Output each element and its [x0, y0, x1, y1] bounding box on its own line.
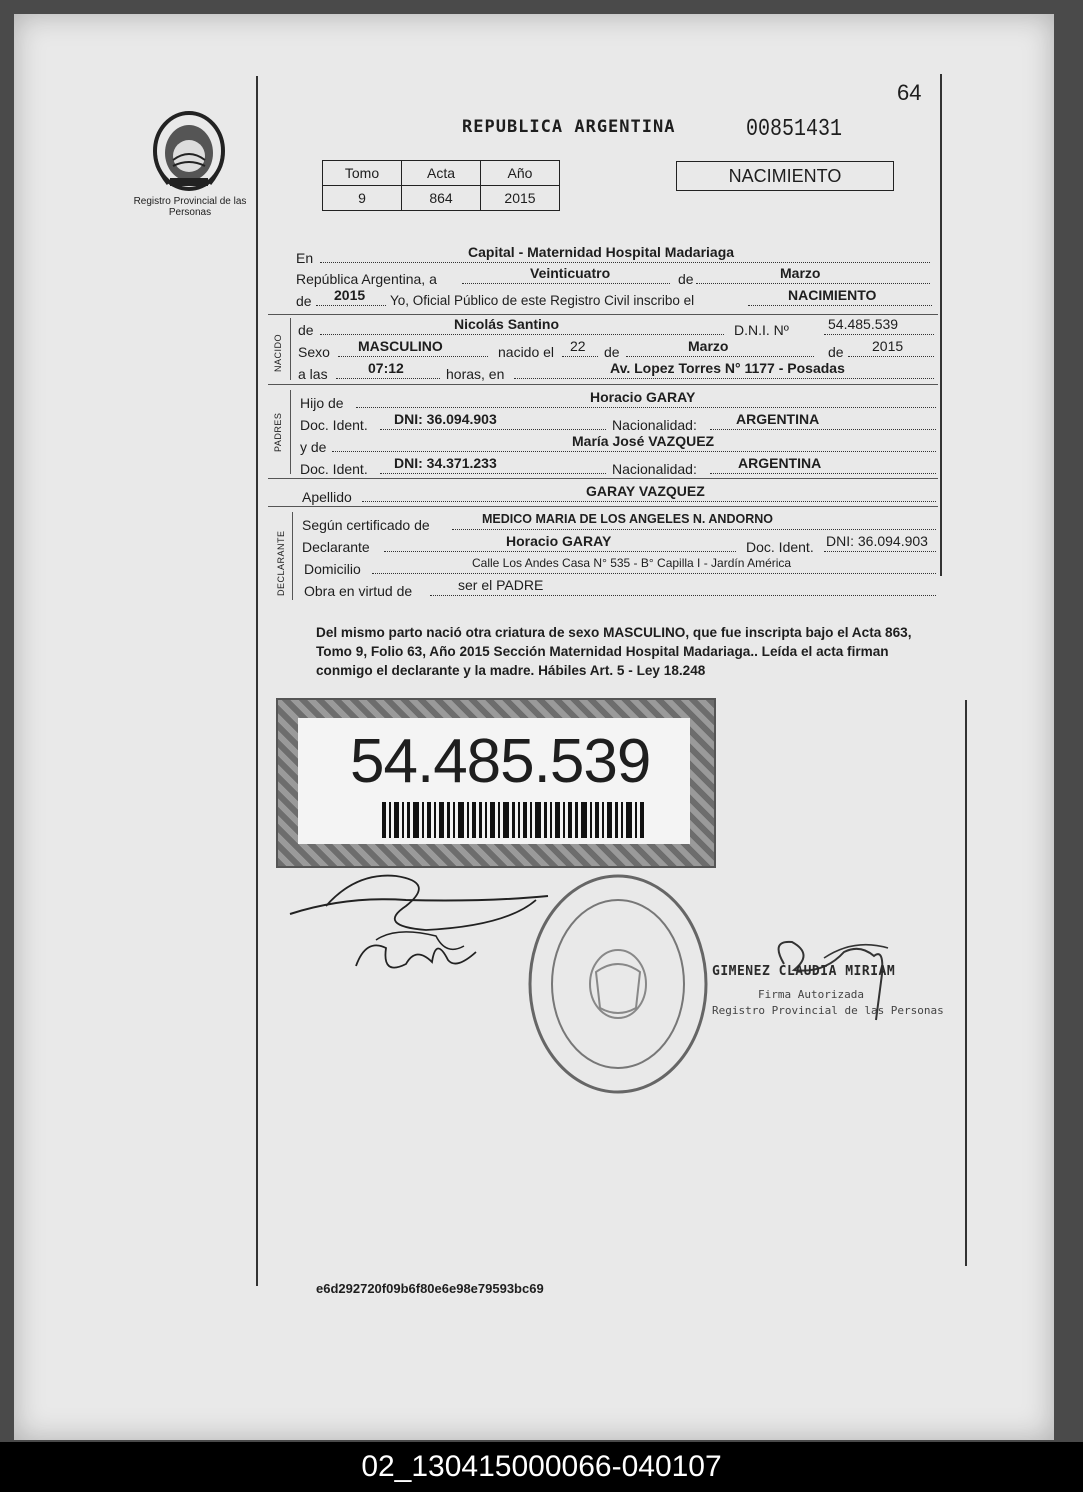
label-nacionalidad: Nacionalidad: — [612, 417, 697, 433]
value-lugar-nac: Av. Lopez Torres N° 1177 - Posadas — [610, 360, 845, 376]
label-doc-ident: Doc. Ident. — [300, 461, 368, 477]
value-anio: 2015 — [481, 186, 560, 211]
label-en: En — [296, 250, 314, 266]
label-declarante: Declarante — [302, 539, 370, 555]
value-dia-nac: 22 — [570, 338, 586, 354]
tomo-acta-anio-table — [322, 160, 560, 211]
label-hijo-de: Hijo de — [300, 395, 344, 411]
label-doc-ident: Doc. Ident. — [300, 417, 368, 433]
label-nacido-el: nacido el — [498, 344, 555, 360]
row-padre — [296, 389, 936, 413]
label-horas-en: horas, en — [446, 366, 505, 382]
serial-number: 00851431 — [746, 115, 843, 144]
label-de-mes: de — [604, 344, 620, 360]
label-doc-ident-decl: Doc. Ident. — [746, 539, 814, 555]
value-madre-doc: DNI: 34.371.233 — [394, 455, 497, 471]
value-anio-nac: 2015 — [872, 338, 904, 354]
row-domicilio — [296, 556, 936, 579]
row-obra — [296, 577, 936, 601]
dni-sticker — [276, 698, 716, 868]
right-margin-line-lower — [965, 700, 967, 1266]
value-padre-doc: DNI: 36.094.903 — [394, 411, 497, 427]
record-type-box: NACIMIENTO — [676, 161, 894, 191]
value-hora: 07:12 — [368, 360, 404, 376]
observation-note: Del mismo parto nació otra criatura de sexo MASCULINO, que fue inscripta bajo el Acta 863, Tomo 9, Folio 63, Año 2015 Sección Maternidad Hospital Madariaga.. Leída el acta firman conmigo el declarante y la madre. Hábiles Art. 5 - Ley 18.248 — [316, 625, 912, 678]
section-separator — [268, 506, 938, 507]
header-tomo: Tomo — [323, 161, 402, 186]
value-madre: María José VAZQUEZ — [572, 433, 715, 449]
left-margin-line — [256, 76, 258, 1286]
label-certificado: Según certificado de — [302, 517, 430, 533]
value-mes: Marzo — [780, 265, 821, 281]
document-title: REPUBLICA ARGENTINA — [462, 117, 676, 137]
officer-name: GIMENEZ CLAUDIA MIRIAM — [712, 964, 896, 979]
value-dni: 54.485.539 — [828, 316, 899, 332]
value-anio-inscripcion: 2015 — [334, 287, 366, 303]
value-apellido: GARAY VAZQUEZ — [586, 483, 705, 499]
sticker-dni-number: 54.485.539 — [350, 727, 651, 796]
side-label-nacido: NACIDO — [273, 333, 283, 372]
value-madre-nac: ARGENTINA — [738, 455, 822, 471]
value-doc-decl: DNI: 36.094.903 — [826, 533, 928, 549]
row-madre — [296, 433, 936, 457]
label-a-las: a las — [298, 366, 328, 382]
value-dia: Veinticuatro — [530, 265, 611, 281]
header-acta: Acta — [402, 161, 481, 186]
declarant-signature — [286, 866, 556, 996]
section-bracket — [290, 318, 291, 380]
value-obra: ser el PADRE — [458, 577, 544, 593]
side-label-declarante: DECLARANTE — [276, 530, 286, 596]
page-number: 64 — [897, 80, 922, 105]
row-madre-doc — [296, 455, 936, 479]
row-lugar — [296, 244, 936, 268]
value-acta: 864 — [402, 186, 481, 211]
label-de-nombre: de — [298, 322, 314, 338]
value-nombre: Nicolás Santino — [454, 316, 560, 332]
label-sexo: Sexo — [298, 344, 330, 360]
label-domicilio: Domicilio — [304, 561, 361, 577]
label-apellido: Apellido — [302, 489, 352, 505]
document-hash: e6d292720f09b6f80e6e98e79593bc69 — [316, 1281, 544, 1296]
value-lugar: Capital - Maternidad Hospital Madariaga — [468, 244, 735, 260]
side-label-padres: PADRES — [273, 412, 283, 452]
barcode-icon — [382, 802, 644, 838]
label-dni: D.N.I. Nº — [734, 322, 789, 338]
section-separator — [268, 478, 938, 479]
sticker-label — [298, 718, 690, 844]
row-apellido — [296, 483, 936, 507]
officer-title: Firma Autorizada — [758, 988, 864, 1001]
label-republica: República Argentina, a — [296, 271, 437, 287]
label-de: de — [678, 271, 694, 287]
row-hora — [296, 360, 936, 384]
section-bracket — [292, 512, 293, 600]
footer-code: 02_130415000066-040107 — [0, 1442, 1083, 1492]
right-margin-line — [940, 74, 942, 576]
crest-caption: Registro Provincial de las Personas — [133, 196, 247, 218]
label-de-anio: de — [296, 293, 312, 309]
label-obra: Obra en virtud de — [304, 583, 413, 599]
official-stamp — [526, 872, 710, 1096]
section-bracket — [290, 390, 291, 474]
value-certificado: MEDICO MARIA DE LOS ANGELES N. ANDORNO — [482, 512, 773, 526]
label-de-anio-nac: de — [828, 344, 844, 360]
value-padre-nac: ARGENTINA — [736, 411, 820, 427]
header-anio: Año — [481, 161, 560, 186]
value-tipo-inscripcion: NACIMIENTO — [788, 287, 877, 303]
inscripcion-text: Yo, Oficial Público de este Registro Civil inscribo el — [390, 293, 695, 308]
row-inscripcion — [296, 287, 936, 311]
value-mes-nac: Marzo — [688, 338, 729, 354]
section-separator — [268, 384, 938, 385]
label-y-de: y de — [300, 439, 327, 455]
value-padre: Horacio GARAY — [590, 389, 696, 405]
officer-registry: Registro Provincial de las Personas — [712, 1004, 944, 1017]
value-sexo: MASCULINO — [358, 338, 443, 354]
label-nacionalidad: Nacionalidad: — [612, 461, 697, 477]
value-declarante: Horacio GARAY — [506, 533, 612, 549]
crest-icon — [148, 110, 230, 192]
value-tomo: 9 — [323, 186, 402, 211]
value-domicilio: Calle Los Andes Casa N° 535 - B° Capilla I - Jardín América — [472, 556, 792, 570]
